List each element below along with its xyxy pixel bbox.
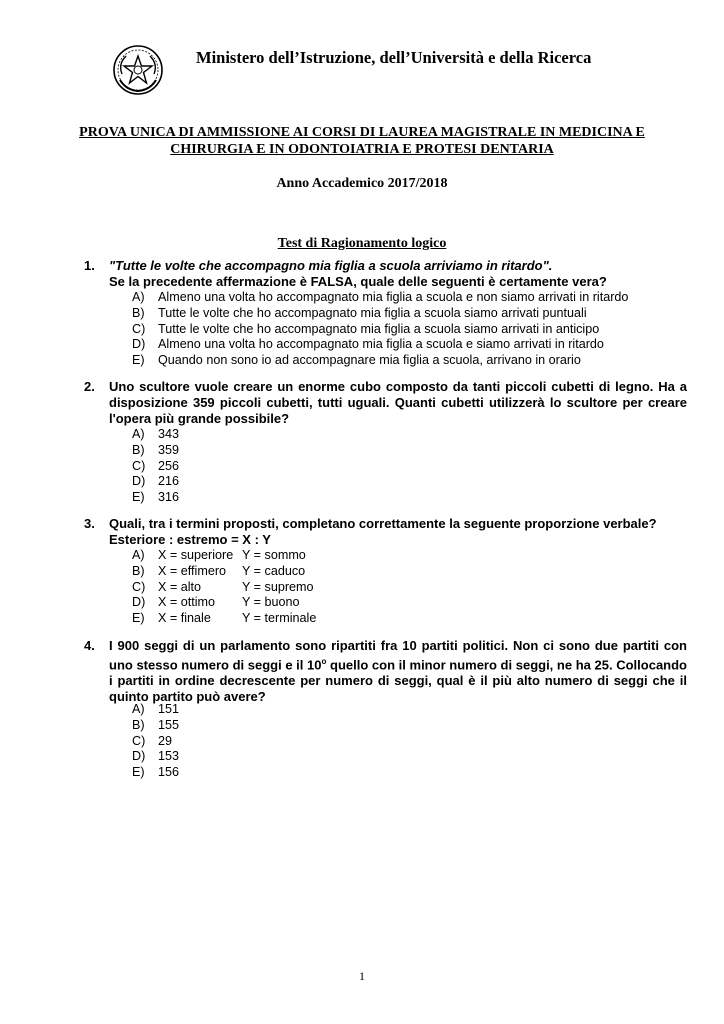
option-x: X = alto <box>158 579 202 594</box>
option-letter: D) <box>132 595 146 610</box>
option-text: 156 <box>158 765 180 780</box>
answer-option[interactable] <box>132 427 179 443</box>
answer-option[interactable] <box>132 353 628 369</box>
option-text: 359 <box>158 442 180 457</box>
ministry-name: Ministero dell’Istruzione, dell’Università e della Ricerca <box>196 48 592 67</box>
answer-option[interactable] <box>132 595 316 611</box>
answer-option[interactable] <box>132 474 179 490</box>
academic-year: Anno Accademico 2017/2018 <box>276 176 448 191</box>
option-text: 153 <box>158 749 180 764</box>
answer-option[interactable] <box>132 337 628 353</box>
answer-option[interactable] <box>132 443 179 459</box>
ordinal-superscript: o <box>321 657 327 666</box>
question-number: 2. <box>84 379 95 394</box>
option-letter: A) <box>132 290 145 304</box>
option-text: 256 <box>158 458 180 473</box>
question-number: 4. <box>84 638 95 653</box>
option-letter: D) <box>132 749 146 764</box>
answer-option[interactable] <box>132 548 316 564</box>
answer-option[interactable] <box>132 734 179 750</box>
answer-option[interactable] <box>132 490 179 506</box>
option-y: Y = supremo <box>242 579 314 594</box>
option-letter: C) <box>132 579 146 594</box>
question-number: 1. <box>84 258 95 273</box>
question-proportion: Esteriore : estremo = X : Y <box>109 532 271 547</box>
option-text: Quando non sono io ad accompagnare mia figlia a scuola, arrivano in orario <box>158 353 581 368</box>
option-x: X = superiore <box>158 548 234 562</box>
option-letter: E) <box>132 611 145 626</box>
option-x: X = finale <box>158 611 211 626</box>
answer-options <box>132 427 179 506</box>
option-letter: D) <box>132 337 146 352</box>
option-letter: A) <box>132 427 145 441</box>
section-title: Test di Ragionamento logico <box>277 236 447 251</box>
option-letter: E) <box>132 490 145 505</box>
option-letter: A) <box>132 548 145 562</box>
question-prompt: Quali, tra i termini proposti, completano correttamente la seguente proporzione verbale? <box>109 516 657 531</box>
option-text: Almeno una volta ho accompagnato mia figlia a scuola e non siamo arrivati in ritardo <box>158 290 629 304</box>
option-text: 29 <box>158 733 173 748</box>
answer-option[interactable] <box>132 765 179 781</box>
answer-option[interactable] <box>132 580 316 596</box>
question-text-part-2: quello con il minor numero di seggi, ne ha 25. Collocando i partiti in ordine decrescente per numero di seggi, qual è il più alto numero di seggi che il quinto partito può avere? <box>109 657 687 705</box>
answer-option[interactable] <box>132 611 316 627</box>
option-y: Y = terminale <box>242 611 317 626</box>
answer-option[interactable] <box>132 459 179 475</box>
option-y: Y = caduco <box>242 563 306 578</box>
answer-option[interactable] <box>132 718 179 734</box>
exam-title-line-2: CHIRURGIA E IN ODONTOIATRIA E PROTESI DENTARIA <box>170 142 554 157</box>
question-number: 3. <box>84 516 95 531</box>
question-prompt: Se la precedente affermazione è FALSA, quale delle seguenti è certamente vera? <box>109 274 607 289</box>
option-letter: A) <box>132 702 145 716</box>
question-text-part-1: I 900 seggi di un parlamento sono ripartiti fra 10 partiti politici. Non ci sono due partiti con uno stesso numero di seggi e il 10 <box>109 638 687 673</box>
option-letter: B) <box>132 563 145 578</box>
question-quote: "Tutte le volte che accompagno mia figlia a scuola arriviamo in ritardo". <box>109 258 553 273</box>
option-text: 155 <box>158 717 180 732</box>
option-text: Tutte le volte che ho accompagnato mia figlia a scuola siamo arrivati puntuali <box>158 305 587 320</box>
question-text <box>109 258 687 290</box>
option-text: Tutte le volte che ho accompagnato mia figlia a scuola siamo arrivati in anticipo <box>158 321 600 336</box>
answer-option[interactable] <box>132 290 628 306</box>
option-y: Y = sommo <box>242 548 306 562</box>
answer-option[interactable] <box>132 322 628 338</box>
option-x: X = effimero <box>158 563 227 578</box>
exam-title-line-1: PROVA UNICA DI AMMISSIONE AI CORSI DI LAUREA MAGISTRALE IN MEDICINA E <box>79 125 645 140</box>
option-text: 343 <box>158 427 180 441</box>
ministry-header <box>112 44 642 102</box>
option-letter: B) <box>132 717 145 732</box>
option-letter: C) <box>132 733 146 748</box>
answer-option[interactable] <box>132 702 179 718</box>
option-letter: C) <box>132 458 146 473</box>
option-letter: D) <box>132 474 146 489</box>
option-x: X = ottimo <box>158 595 216 610</box>
option-letter: B) <box>132 305 145 320</box>
page-number: 1 <box>359 969 365 983</box>
answer-options <box>132 548 316 627</box>
question-text <box>109 638 687 705</box>
option-letter: E) <box>132 765 145 780</box>
option-text: 216 <box>158 474 180 489</box>
answer-options <box>132 290 628 369</box>
option-letter: E) <box>132 353 145 368</box>
option-text: Almeno una volta ho accompagnato mia figlia a scuola e siamo arrivati in ritardo <box>158 337 604 352</box>
answer-option[interactable] <box>132 306 628 322</box>
option-letter: B) <box>132 442 145 457</box>
answer-option[interactable] <box>132 749 179 765</box>
exam-title <box>40 124 684 158</box>
option-text: 151 <box>158 702 180 716</box>
answer-options <box>132 702 179 781</box>
answer-option[interactable] <box>132 564 316 580</box>
option-letter: C) <box>132 321 146 336</box>
italian-republic-emblem-icon <box>112 44 164 96</box>
question-text: Uno scultore vuole creare un enorme cubo composto da tanti piccoli cubetti di legno. Ha a disposizione 359 piccoli cubetti, tutti uguali. Quanti cubetti utilizzerà lo scultore per creare l'opera più grande possibile? <box>109 379 687 426</box>
question-text <box>109 516 687 548</box>
option-y: Y = buono <box>242 595 300 610</box>
option-text: 316 <box>158 490 180 505</box>
